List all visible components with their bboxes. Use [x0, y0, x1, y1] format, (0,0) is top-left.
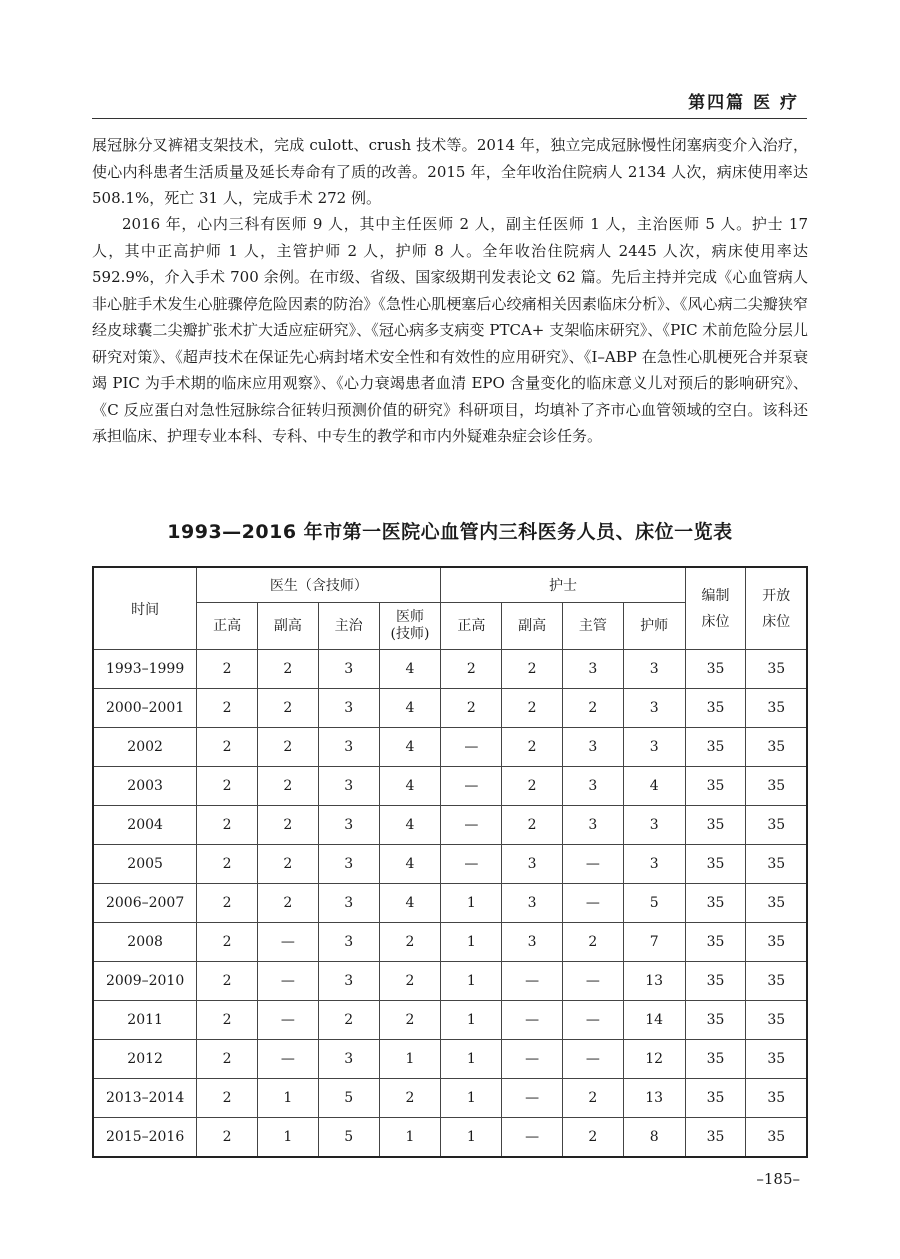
table-cell: 35: [685, 1040, 746, 1079]
table-cell: 4: [379, 884, 441, 923]
table-cell: 3: [318, 806, 379, 845]
table-cell: 2: [563, 1079, 624, 1118]
table-cell: —: [563, 1001, 624, 1040]
header-time: 时间: [93, 567, 197, 650]
table-cell: 35: [685, 806, 746, 845]
table-cell: 1: [379, 1118, 441, 1158]
table-cell: 2: [258, 884, 319, 923]
table-cell: 35: [746, 1079, 807, 1118]
header-doctor-associate: 副高: [258, 603, 319, 650]
table-cell: 35: [746, 1040, 807, 1079]
table-cell: 5: [318, 1079, 379, 1118]
table-cell: 4: [379, 845, 441, 884]
table-cell: 13: [623, 1079, 685, 1118]
table-cell: 2: [197, 923, 258, 962]
header-nurse-senior: 正高: [441, 603, 502, 650]
page-number: –185–: [756, 1170, 800, 1188]
table-cell-time: 2000–2001: [93, 689, 197, 728]
table-cell: 3: [563, 767, 624, 806]
table-cell: 2: [197, 962, 258, 1001]
table-cell: 3: [318, 650, 379, 689]
table-cell: 1: [441, 1079, 502, 1118]
table-cell: 3: [318, 923, 379, 962]
table-cell-time: 2006–2007: [93, 884, 197, 923]
table-cell: 2: [502, 806, 563, 845]
table-cell: —: [502, 1079, 563, 1118]
table-cell: 3: [623, 689, 685, 728]
table-cell: —: [258, 962, 319, 1001]
table-row: [93, 728, 807, 767]
table-cell-time: 2009–2010: [93, 962, 197, 1001]
header-nurse-supervisor: 主管: [563, 603, 624, 650]
table-cell-time: 2004: [93, 806, 197, 845]
table-cell: 4: [379, 806, 441, 845]
header-doctor-physician: 医师(技师): [379, 603, 441, 650]
table-row: [93, 884, 807, 923]
table-cell: 2: [197, 884, 258, 923]
table-cell: —: [441, 845, 502, 884]
table-cell: 2: [379, 962, 441, 1001]
table-cell: 3: [623, 728, 685, 767]
table-cell: 35: [746, 845, 807, 884]
table-cell-time: 2012: [93, 1040, 197, 1079]
table-cell: —: [258, 1040, 319, 1079]
table-row: [93, 767, 807, 806]
table-cell: 5: [318, 1118, 379, 1158]
table-cell: —: [441, 767, 502, 806]
table-cell: —: [441, 806, 502, 845]
header-group-nurses: 护士: [441, 567, 685, 603]
table-cell: 1: [441, 923, 502, 962]
table-cell: 3: [623, 650, 685, 689]
table-cell: 2: [197, 845, 258, 884]
table-cell: 3: [318, 884, 379, 923]
table-cell: 2: [563, 923, 624, 962]
table-cell: 3: [563, 806, 624, 845]
table-cell: 13: [623, 962, 685, 1001]
table-cell: 3: [563, 650, 624, 689]
table-cell: 3: [318, 728, 379, 767]
table-row: [93, 1040, 807, 1079]
table-cell: 2: [197, 1040, 258, 1079]
table-cell: 2: [197, 728, 258, 767]
table-cell: 3: [623, 845, 685, 884]
table-cell: 4: [623, 767, 685, 806]
table-cell: —: [502, 1118, 563, 1158]
table-cell: 35: [746, 1118, 807, 1158]
table-cell: —: [502, 1040, 563, 1079]
table-cell: 35: [685, 650, 746, 689]
table-cell: 2: [258, 806, 319, 845]
table-cell: 35: [685, 1118, 746, 1158]
table-cell: 3: [318, 845, 379, 884]
table-cell: 2: [379, 923, 441, 962]
header-nurse-associate: 副高: [502, 603, 563, 650]
table-cell: 3: [502, 923, 563, 962]
table-cell: 3: [502, 884, 563, 923]
table-row: [93, 1118, 807, 1158]
table-cell: —: [502, 962, 563, 1001]
table-cell: 2: [197, 1118, 258, 1158]
table-cell: 2: [441, 650, 502, 689]
table-cell: 35: [746, 884, 807, 923]
table-cell: —: [258, 1001, 319, 1040]
table-cell: 1: [258, 1079, 319, 1118]
table-cell-time: 2008: [93, 923, 197, 962]
table-row: [93, 1001, 807, 1040]
table-cell: 2: [197, 1079, 258, 1118]
table-cell: 2: [379, 1079, 441, 1118]
table-cell: 2: [258, 728, 319, 767]
table-cell: 35: [685, 1001, 746, 1040]
table-cell: 1: [441, 962, 502, 1001]
running-header: [92, 88, 807, 119]
header-doctor-senior: 正高: [197, 603, 258, 650]
table-cell: —: [563, 845, 624, 884]
table-cell: 4: [379, 650, 441, 689]
table-cell: —: [258, 923, 319, 962]
table-cell: 2: [318, 1001, 379, 1040]
table-cell: 3: [318, 767, 379, 806]
table-cell: 2: [379, 1001, 441, 1040]
table-cell: 2: [502, 767, 563, 806]
table-cell: 3: [563, 728, 624, 767]
table-cell: 35: [685, 923, 746, 962]
table-cell: 35: [746, 767, 807, 806]
header-beds-planned: 编制床位: [685, 567, 746, 650]
table-cell: 35: [746, 728, 807, 767]
table-cell: 12: [623, 1040, 685, 1079]
table-cell: 2: [258, 845, 319, 884]
table-cell: 3: [318, 1040, 379, 1079]
table-cell: —: [441, 728, 502, 767]
table-row: [93, 923, 807, 962]
table-cell: 1: [379, 1040, 441, 1079]
table-row: [93, 806, 807, 845]
table-cell: 35: [685, 689, 746, 728]
table-cell: 2: [441, 689, 502, 728]
header-nurse-nurse: 护师: [623, 603, 685, 650]
table-cell-time: 2013–2014: [93, 1079, 197, 1118]
table-cell: 35: [746, 923, 807, 962]
table-cell: 35: [685, 884, 746, 923]
table-cell-time: 2005: [93, 845, 197, 884]
table-cell: 4: [379, 689, 441, 728]
table-cell: 14: [623, 1001, 685, 1040]
table-cell: 4: [379, 767, 441, 806]
header-group-doctors: 医生（含技师）: [197, 567, 441, 603]
table-cell: 4: [379, 728, 441, 767]
table-cell: 8: [623, 1118, 685, 1158]
header-beds-open: 开放床位: [746, 567, 807, 650]
table-cell: 35: [746, 962, 807, 1001]
table-cell: 2: [563, 1118, 624, 1158]
table-cell-time: 1993–1999: [93, 650, 197, 689]
paragraph-1: 展冠脉分叉裤裙支架技术，完成 culott、crush 技术等。2014 年，独立完成冠脉慢性闭塞病变介入治疗，使心内科患者生活质量及延长寿命有了质的改善。2015 年，全年收治住院病人 2134 人次，病床使用率达 508.1%，死亡 31 人，完成手术 272 例。: [92, 136, 808, 207]
table-cell: 2: [502, 728, 563, 767]
table-cell-time: 2003: [93, 767, 197, 806]
table-cell-time: 2015–2016: [93, 1118, 197, 1158]
table-cell: 1: [441, 1118, 502, 1158]
table-cell: 7: [623, 923, 685, 962]
table-row: [93, 1079, 807, 1118]
table-cell: 3: [623, 806, 685, 845]
table-cell: —: [563, 1040, 624, 1079]
table-cell: 1: [441, 1001, 502, 1040]
table-cell: 2: [502, 650, 563, 689]
table-cell: —: [563, 884, 624, 923]
table-row: [93, 650, 807, 689]
table-cell: 35: [746, 650, 807, 689]
staff-beds-table: [92, 566, 808, 1158]
table-cell: 2: [197, 767, 258, 806]
table-cell-time: 2002: [93, 728, 197, 767]
table-cell: 2: [502, 689, 563, 728]
section-title: 第四篇 医 疗: [688, 93, 799, 113]
table-cell: 35: [685, 1079, 746, 1118]
table-title: 1993—2016 年市第一医院心血管内三科医务人员、床位一览表: [167, 521, 733, 543]
table-cell: 1: [258, 1118, 319, 1158]
table-cell: 2: [197, 650, 258, 689]
table-cell: 35: [746, 689, 807, 728]
table-cell: 5: [623, 884, 685, 923]
table-cell: 35: [685, 728, 746, 767]
table-cell: 2: [563, 689, 624, 728]
table-cell: 3: [318, 962, 379, 1001]
table-cell: 35: [746, 806, 807, 845]
table-body: [93, 650, 807, 1158]
table-cell: 2: [258, 689, 319, 728]
table-cell: —: [502, 1001, 563, 1040]
table-cell: 35: [685, 962, 746, 1001]
table-row: [93, 962, 807, 1001]
table-row: [93, 845, 807, 884]
table-cell: 2: [258, 767, 319, 806]
table-cell: 35: [685, 845, 746, 884]
table-cell: 1: [441, 1040, 502, 1079]
header-doctor-attending: 主治: [318, 603, 379, 650]
table-cell: 2: [197, 689, 258, 728]
table-cell: 2: [197, 1001, 258, 1040]
table-cell: 35: [746, 1001, 807, 1040]
table-cell: 3: [318, 689, 379, 728]
table-cell: 2: [197, 806, 258, 845]
table-cell: 2: [258, 650, 319, 689]
table-cell-time: 2011: [93, 1001, 197, 1040]
table-cell: 3: [502, 845, 563, 884]
table-cell: 35: [685, 767, 746, 806]
table-cell: 1: [441, 884, 502, 923]
paragraph-2: 2016 年，心内三科有医师 9 人，其中主任医师 2 人，副主任医师 1 人，主治医师 5 人。护士 17 人，其中正高护师 1 人，主管护师 2 人，护师 8 人。全年收治住院病人 2445 人次，病床使用率达 592.9%，介入手术 700 余例。在市级、省级、国家级期刊发表论文 62 篇。先后主持并完成《心血管病人非心脏手术发生心脏骤停危险因素的防治》《急性心肌梗塞后心绞痛相关因素临床分析》、《风心病二尖瓣狭窄经皮球囊二尖瓣扩张术扩大适应症研究》、《冠心病多支病变 PTCA+ 支架临床研究》、《PIC 术前危险分层儿研究对策》、《超声技术在保证先心病封堵术安全性和有效性的应用研究》、《I–ABP 在急性心肌梗死合并泵衰竭 PIC 为手术期的临床应用观察》、《心力衰竭患者血清 EPO 含量变化的临床意义儿对预后的影响研究》、《C 反应蛋白对急性冠脉综合征转归预测价值的研究》科研项目，均填补了齐市心血管领域的空白。该科还承担临床、护理专业本科、专科、中专生的教学和市内外疑难杂症会诊任务。: [92, 215, 808, 445]
table-cell: —: [563, 962, 624, 1001]
table-row: [93, 689, 807, 728]
